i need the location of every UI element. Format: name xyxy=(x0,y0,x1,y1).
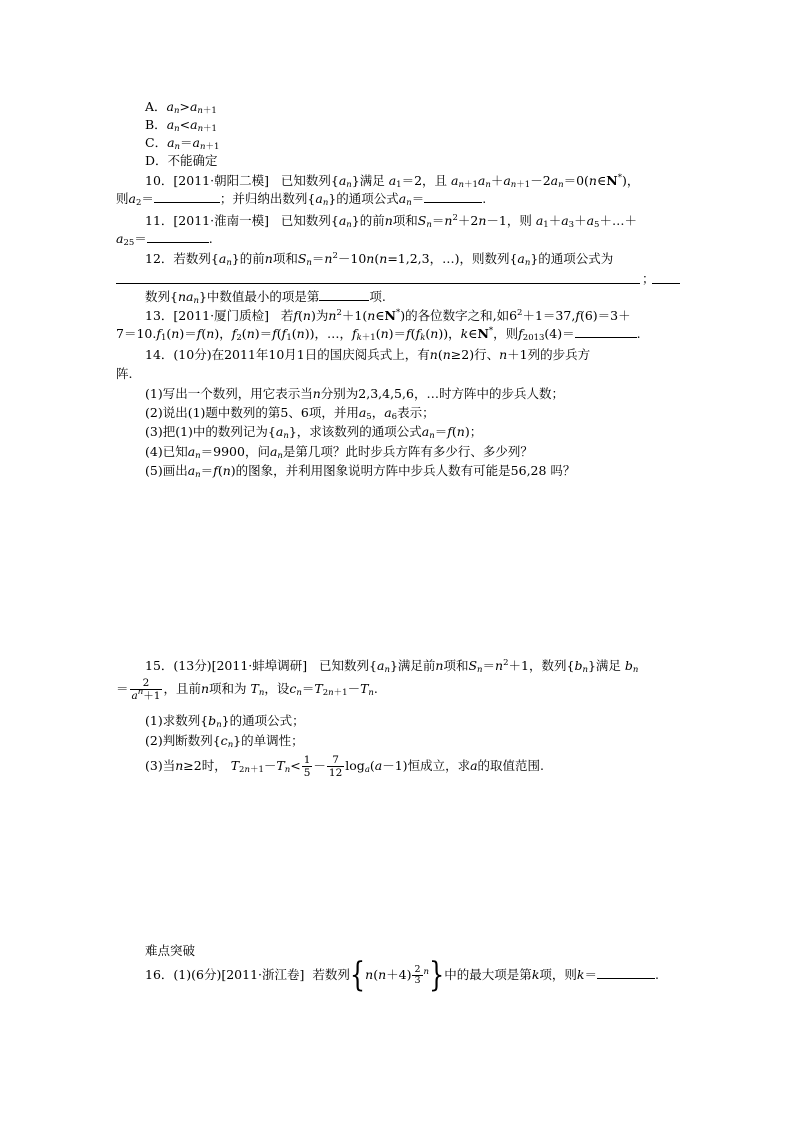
answer-blank[interactable] xyxy=(597,967,655,979)
answer-blank[interactable] xyxy=(154,191,220,203)
question-15-part3: (3)当n≥2时， $T_{2n+1}-T_n<$ $\frac{1}{5}$ － $\frac{7}{12}$ $\log_a(a-1)$恒成立，求a的取值范围. xyxy=(145,754,545,779)
answer-blank-line[interactable] xyxy=(652,283,680,284)
answer-blank[interactable] xyxy=(319,289,369,301)
question-14-part1: (1)写出一个数列，用它表示当n分别为2,3,4,5,6，…时方阵中的步兵人数； xyxy=(145,386,564,401)
question-15-line1: 15．(13分)[2011·蚌埠调研] 已知数列$\{a_n\}$满足前n项和$S_n=n^2+1$，数列$\{b_n\}$满足 $b_n$ xyxy=(145,658,639,675)
fraction: $\frac{2}{a^n+1}$ xyxy=(131,677,161,702)
question-10-line2: 则$a_2=$ ；并归纳出数列$\{a_n\}$的通项公式$a_n=$ . xyxy=(116,191,487,208)
question-12-semicolon: ； xyxy=(642,271,655,286)
question-16-line1: 16．(1)(6分)[2011·浙江卷] 若数列{n(n＋4) $\frac{2}{3}$ $^n$}中的最大项是第k项，则k＝ . xyxy=(145,955,659,995)
question-15-part1: (1)求数列$\{b_n\}$的通项公式； xyxy=(145,713,305,730)
question-14-part2: (2)说出(1)题中数列的第5、6项，并用$a_5$，$a_6$表示； xyxy=(145,405,435,422)
fraction: $\frac{2}{3}$ xyxy=(414,964,421,986)
answer-blank[interactable] xyxy=(147,231,209,243)
question-11-line2: $a_{25}=$ . xyxy=(116,231,213,248)
option-c: C．$a_n=a_{n+1}$ xyxy=(145,135,220,152)
question-15-line2: ＝ $\frac{2}{a^n+1}$ ，且前n项和为 $T_n$，设$c_n=T_{2n+1}-T_n$. xyxy=(116,677,378,702)
question-14-part3: (3)把(1)中的数列记为$\{a_n\}$，求该数列的通项公式$a_n=f(n)$； xyxy=(145,424,483,441)
answer-blank-line[interactable] xyxy=(116,283,640,284)
option-d: D．不能确定 xyxy=(145,153,218,168)
question-12-line1: 12．若数列$\{a_n\}$的前n项和$S_n=n^2-10n(n=1,2,3$，…)，则数列$\{a_n\}$的通项公式为 xyxy=(145,251,614,268)
question-14-line2: 阵. xyxy=(116,366,133,381)
answer-blank[interactable] xyxy=(575,326,637,338)
question-14-line1: 14．(10分)在2011年10月1日的国庆阅兵式上，有n(n≥2)行、n＋1列的步兵方 xyxy=(145,347,591,362)
option-b: B．$a_n<a_{n+1}$ xyxy=(145,117,217,134)
question-10-line1: 10．[2011·朝阳二模] 已知数列$\{a_n\}$满足 $a_1=2$，且 $a_{n+1}a_n+a_{n+1}-2a_n=0(n\in N^*)$， xyxy=(145,173,640,190)
fraction: $\frac{7}{12}$ xyxy=(328,754,343,779)
fraction: $\frac{1}{5}$ xyxy=(303,754,311,779)
question-14-part5: (5)画出$a_n=f(n)$的图象，并利用图象说明方阵中步兵人数有可能是56,28 吗？ xyxy=(145,463,576,480)
question-14-part4: (4)已知$a_n=9900$，问$a_n$是第几项？此时步兵方阵有多少行、多少列？ xyxy=(145,444,533,461)
question-15-part2: (2)判断数列$\{c_n\}$的单调性； xyxy=(145,733,304,750)
question-11-line1: 11．[2011·淮南一模] 已知数列$\{a_n\}$的前n项和$S_n=n^2+2n-1$，则 $a_1+a_3+a_5+\dots+$ xyxy=(145,213,637,230)
answer-blank[interactable] xyxy=(424,191,482,203)
question-12-line3: 数列$\{na_n\}$中数值最小的项是第 项. xyxy=(145,289,386,306)
section-title: 难点突破 xyxy=(145,943,196,958)
option-a: A．$a_n>a_{n+1}$ xyxy=(145,99,217,116)
question-13-line2: $7=10.f_1(n)=f(n)$，$f_2(n)=f(f_1(n))$，…，$f_{k+1}(n)=f(f_k(n))$，k∈N*，则$f_{2013}(4)=$ . xyxy=(116,326,641,343)
question-13-line1: 13．[2011·厦门质检] 若f(n)为$n^2+1(n\in N^*)$的各位数字之和,如$6^2+1=37,f(6)=3+$ xyxy=(145,308,631,323)
